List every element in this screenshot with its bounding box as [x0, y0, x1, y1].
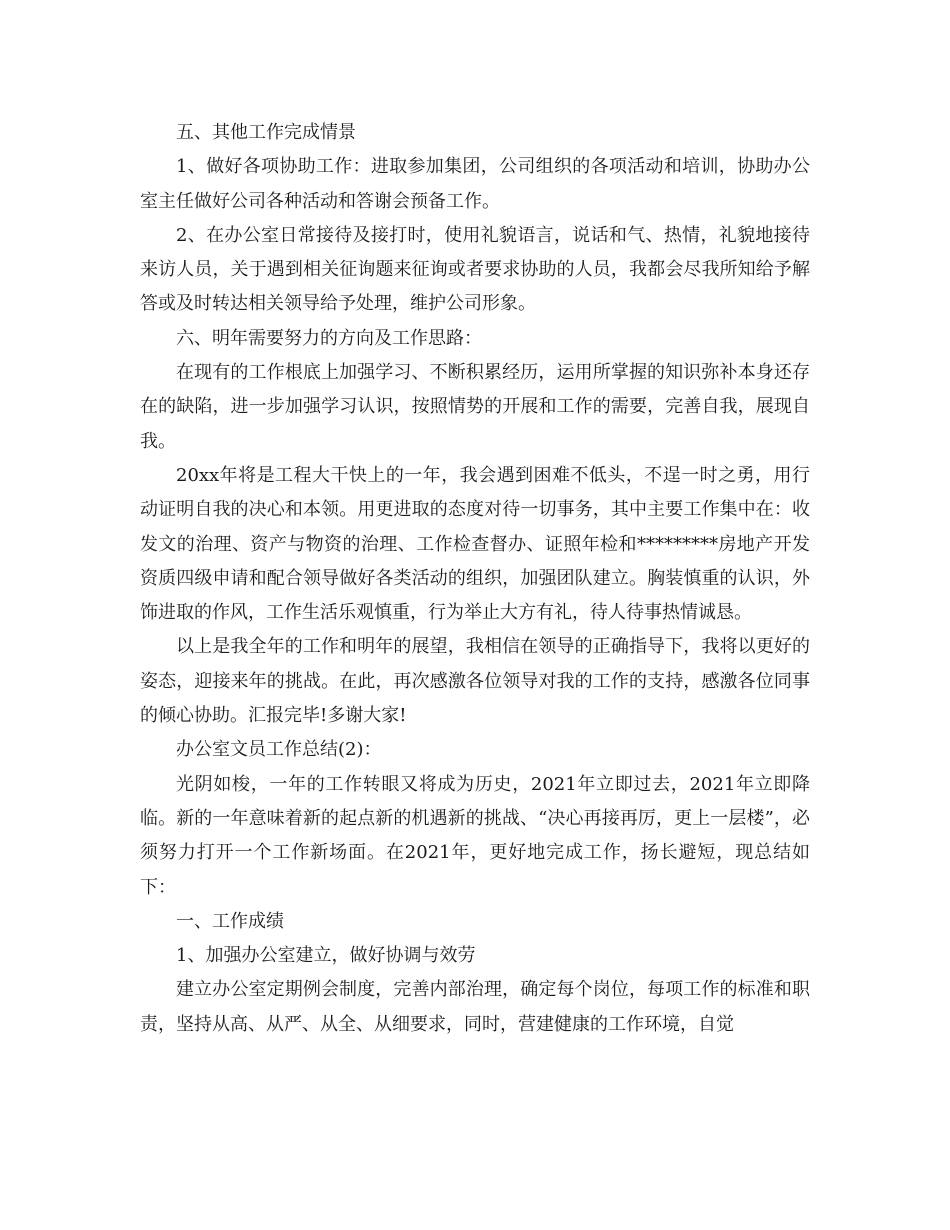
summary-title: 办公室文员工作总结(2)： [176, 739, 382, 761]
subheading: 1、加强办公室建立，做好协调与效劳 [176, 945, 476, 967]
paragraph: 20xx年将是工程大干快上的一年，我会遇到困难不低头，不逞一时之勇，用行动证明自我的决心和本领。用更进取的态度对待一切事务，其中主要工作集中在：收发文的治理、资产与物资的治理、工作检查督办、证照年检和*********房地产开发资质四级申请和配合领导做好各类活动的组织，加强团队建立。胸装慎重的认识，外饰进取的作风，工作生活乐观慎重，行为举止大方有礼，待人待事热情诚恳。 [140, 464, 810, 624]
document-body [140, 116, 810, 1042]
paragraph: 2、在办公室日常接待及接打时，使用礼貌语言，说话和气、热情，礼貌地接待来访人员，关于遇到相关征询题来征询或者要求协助的人员，我都会尽我所知给予解答或及时转达相关领导给予处理，维护公司形象。 [140, 224, 810, 315]
section-heading-next-year: 六、明年需要努力的方向及工作思路： [176, 327, 482, 349]
paragraph: 以上是我全年的工作和明年的展望，我相信在领导的正确指导下，我将以更好的姿态，迎接来年的挑战。在此，再次感激各位领导对我的工作的支持，感激各位同事的倾心协助。汇报完毕!多谢大家! [140, 636, 810, 727]
paragraph: 建立办公室定期例会制度，完善内部治理，确定每个岗位，每项工作的标准和职责，坚持从高、从严、从全、从细要求，同时，营建健康的工作环境，自觉 [140, 979, 810, 1035]
paragraph: 在现有的工作根底上加强学习、不断积累经历，运用所掌握的知识弥补本身还存在的缺陷，进一步加强学习认识，按照情势的开展和工作的需要，完善自我，展现自我。 [140, 362, 810, 452]
section-heading-other-work: 五、其他工作完成情景 [176, 122, 356, 143]
paragraph: 1、做好各项协助工作：进取参加集团，公司组织的各项活动和培训，协助办公室主任做好公司各种活动和答谢会预备工作。 [140, 156, 810, 212]
section-heading-achievements: 一、工作成绩 [176, 910, 284, 932]
paragraph: 光阴如梭，一年的工作转眼又将成为历史，2021年立即过去，2021年立即降临。新的一年意味着新的起点新的机遇新的挑战、“决心再接再厉，更上一层楼”，必须努力打开一个工作新场面。在2021年，更好地完成工作，扬长避短，现总结如下： [140, 773, 810, 898]
